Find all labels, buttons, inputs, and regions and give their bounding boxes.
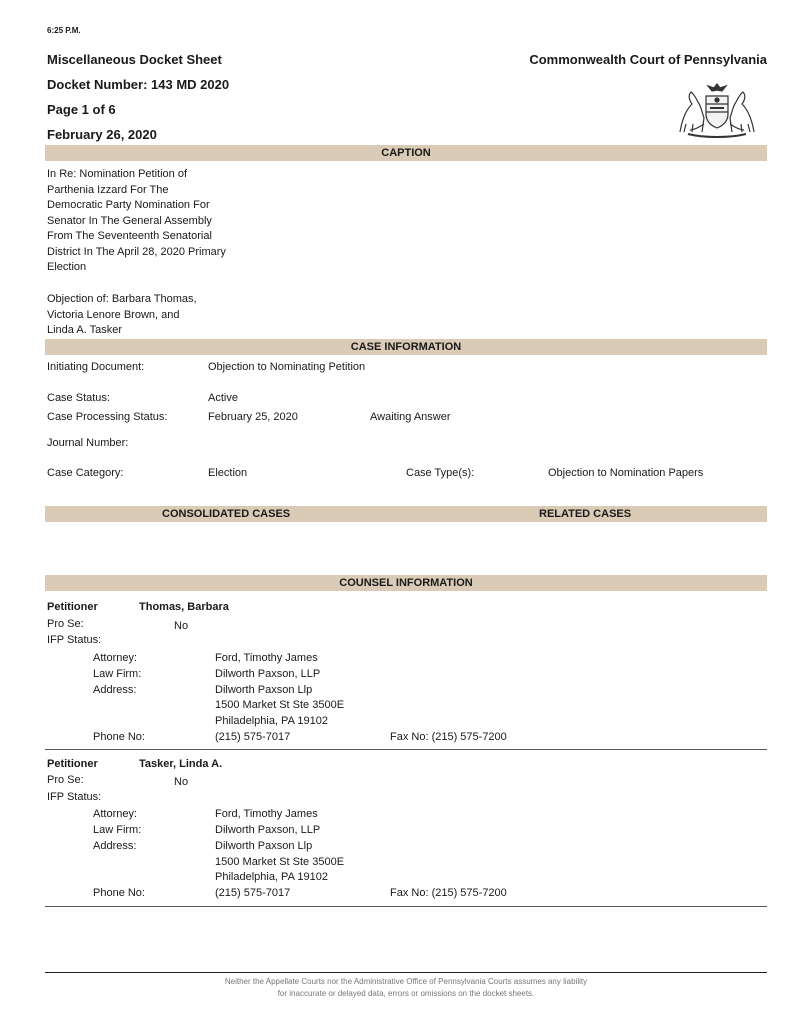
- counsel-information-section-header: [45, 575, 767, 591]
- objection-line: Linda A. Tasker: [47, 324, 123, 336]
- ifp-status-label: IFP Status:: [47, 634, 102, 646]
- sheet-title: Miscellaneous Docket Sheet: [47, 52, 222, 67]
- cases-section-header: [45, 506, 767, 522]
- attorney-label: Attorney:: [93, 652, 138, 664]
- party-name: Tasker, Linda A.: [139, 758, 223, 770]
- fax-value: Fax No: (215) 575-7200: [390, 731, 507, 743]
- ifp-status-label: IFP Status:: [47, 791, 102, 803]
- attorney-value: Ford, Timothy James: [215, 652, 318, 664]
- caption-section-header: [45, 145, 767, 161]
- phone-label: Phone No:: [93, 887, 145, 899]
- case-information-section-header: [45, 339, 767, 355]
- case-status-value: Active: [208, 392, 238, 404]
- pennsylvania-seal-icon: [674, 80, 760, 140]
- case-status-label: Case Status:: [47, 392, 110, 404]
- address-line: Philadelphia, PA 19102: [215, 715, 328, 727]
- page-indicator: Page 1 of 6: [47, 102, 116, 117]
- caption-line: Parthenia Izzard For The: [47, 183, 169, 196]
- case-category-value: Election: [208, 467, 248, 479]
- journal-number-label: Journal Number:: [47, 437, 129, 449]
- disclaimer-line: for inaccurate or delayed data, errors or omissions on the docket sheets.: [277, 989, 535, 998]
- docket-number: Docket Number: 143 MD 2020: [47, 77, 230, 92]
- processing-status-value: Awaiting Answer: [370, 411, 451, 423]
- divider: [45, 906, 767, 907]
- caption-line: Senator In The General Assembly: [47, 214, 212, 227]
- address-line: Dilworth Paxson Llp: [215, 684, 313, 696]
- initiating-document-label: Initiating Document:: [47, 361, 145, 373]
- footer-divider: [45, 972, 767, 973]
- counsel-information-heading: COUNSEL INFORMATION: [339, 577, 473, 589]
- phone-label: Phone No:: [93, 731, 145, 743]
- docket-date: February 26, 2020: [47, 127, 157, 142]
- caption-line: Democratic Party Nomination For: [47, 199, 210, 211]
- caption-objection: [47, 292, 197, 339]
- consolidated-cases-heading: CONSOLIDATED CASES: [162, 508, 291, 520]
- pro-se-label: Pro Se:: [47, 618, 84, 630]
- address-line: 1500 Market St Ste 3500E: [215, 699, 345, 711]
- caption-heading: CAPTION: [381, 147, 431, 159]
- counsel-role: Petitioner: [47, 601, 98, 613]
- initiating-document-value: Objection to Nominating Petition: [208, 361, 366, 373]
- pro-se-label: Pro Se:: [47, 774, 84, 786]
- address-line: 1500 Market St Ste 3500E: [215, 856, 345, 868]
- law-firm-label: Law Firm:: [93, 824, 142, 836]
- address-line: Philadelphia, PA 19102: [215, 871, 328, 883]
- address-label: Address:: [93, 684, 137, 696]
- court-name: Commonwealth Court of Pennsylvania: [529, 52, 767, 67]
- disclaimer-line: Neither the Appellate Courts nor the Administrative Office of Pennsylvania Courts assumes any liability: [224, 977, 588, 986]
- caption-line: District In The April 28, 2020 Primary: [47, 245, 226, 258]
- phone-value: (215) 575-7017: [215, 887, 291, 899]
- case-information-heading: CASE INFORMATION: [350, 341, 462, 353]
- law-firm-value: Dilworth Paxson, LLP: [215, 824, 321, 836]
- law-firm-value: Dilworth Paxson, LLP: [215, 668, 321, 680]
- processing-status-label: Case Processing Status:: [47, 411, 168, 423]
- caption-line: From The Seventeenth Senatorial: [47, 230, 212, 242]
- related-cases-heading: RELATED CASES: [539, 508, 632, 520]
- objection-line: Objection of: Barbara Thomas,: [47, 293, 197, 305]
- case-types-value: Objection to Nomination Papers: [548, 467, 704, 479]
- case-category-label: Case Category:: [47, 467, 124, 479]
- address-line: Dilworth Paxson Llp: [215, 840, 313, 852]
- pro-se-value: No: [174, 620, 189, 632]
- fax-value: Fax No: (215) 575-7200: [390, 887, 507, 899]
- phone-value: (215) 575-7017: [215, 731, 291, 743]
- address-label: Address:: [93, 840, 137, 852]
- attorney-value: Ford, Timothy James: [215, 808, 318, 820]
- disclaimer: [45, 976, 767, 1000]
- print-time: 6:25 P.M.: [47, 26, 81, 35]
- caption-line: In Re: Nomination Petition of: [47, 168, 188, 180]
- case-types-label: Case Type(s):: [406, 467, 475, 479]
- processing-status-date: February 25, 2020: [208, 411, 298, 423]
- caption-text: [47, 167, 226, 276]
- caption-line: Election: [47, 261, 87, 273]
- counsel-role: Petitioner: [47, 758, 98, 770]
- law-firm-label: Law Firm:: [93, 668, 142, 680]
- objection-line: Victoria Lenore Brown, and: [47, 308, 180, 321]
- pro-se-value: No: [174, 776, 189, 788]
- divider: [45, 749, 767, 750]
- party-name: Thomas, Barbara: [139, 601, 229, 613]
- attorney-label: Attorney:: [93, 808, 138, 820]
